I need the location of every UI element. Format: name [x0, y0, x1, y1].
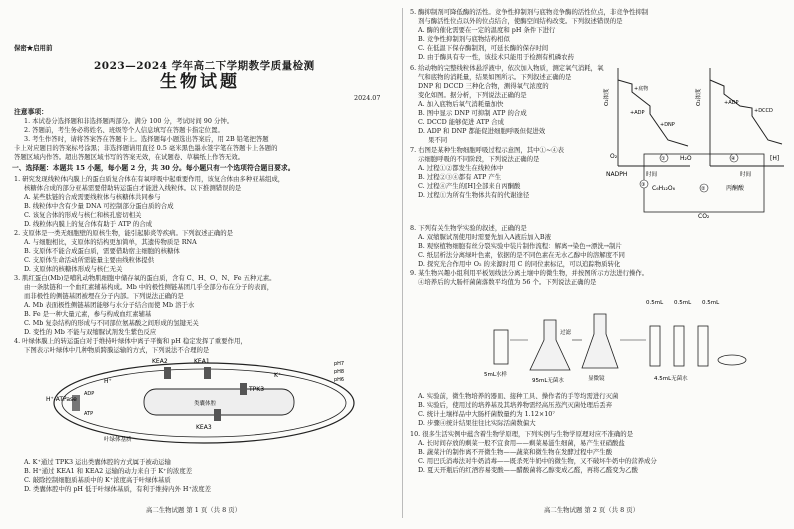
chloroplast-transport-figure: [44, 355, 364, 451]
cycle-step-2: ②: [701, 186, 706, 192]
option-line: D. 支原体的核糖体形成与核仁无关: [24, 265, 123, 273]
graph-x-label: 时间: [740, 172, 752, 178]
graph-y-label: O₂浓度: [604, 88, 610, 106]
option-line: D. 探究光合作用中 O₂ 的来源时用 C 的同位素标记，可以追踪物质转化: [418, 260, 621, 268]
page-right: [404, 0, 794, 529]
option-line: A. 酶的催化需要在一定的温度和 pH 条件下进行: [418, 26, 556, 34]
graph-x-label: 时间: [646, 172, 658, 178]
label-tpk3: TPK3: [249, 386, 265, 393]
option-line: B. H⁺通过 KEA1 和 KEA2 运输的动力来自于 K⁺的浓度差: [24, 467, 193, 475]
footer-left: 高二生物试题 第 1 页（共 8 页）: [146, 506, 241, 514]
cycle-nadph: NADPH: [606, 171, 628, 178]
exam-title: 2023—2024 学年高二下学期教学质量检测: [94, 60, 315, 72]
cycle-pyruvate: 丙酮酸: [726, 185, 745, 192]
question-line: 3. 肌红蛋白(Mb)是哺乳动物肌细胞中储存氧的蛋白质，含有 C、H、O、N、Fe 五种元素。: [14, 274, 276, 282]
cycle-h2o: H₂O: [680, 155, 692, 162]
label-k-ion: K⁺: [274, 372, 282, 379]
option-line: A. 过程①②都发生在线粒体中: [418, 164, 504, 172]
option-line: D. 类囊体腔中的 pH 低于叶绿体基质，有利于维持内外 H⁺浓度差: [24, 485, 212, 493]
option-line: C. Mb 复杂结构的形成与不同部位氨基酸之间形成的氢键无关: [24, 319, 199, 327]
exam-date: 2024.07: [354, 94, 381, 102]
page-divider: [402, 8, 403, 518]
question-line: 下图表示叶绿体中几种物质跨膜运输的方式，下列说法不合理的是: [24, 346, 210, 354]
label-lumen: 类囊体腔: [194, 401, 217, 407]
label-ph6: pH6: [334, 377, 345, 383]
notice-title: 注意事项：: [14, 108, 48, 116]
cycle-glucose: C₆H₁₂O₆: [652, 185, 676, 192]
question-line: DNP 和 DCCD 三种化合物，测得氧气浓度的: [418, 82, 549, 90]
option-line: B. 实验后，使用过的培养基及其培养物需经高压蒸汽灭菌处理后丢弃: [418, 401, 613, 409]
notice-item: 答题区域内作答。超出答题区域书写的答案无效，在试题卷、草稿纸上作答无效。: [14, 153, 245, 161]
marker-dccd: +DCCD: [754, 108, 773, 114]
option-line: D. 步骤④统计结果往往比实际活菌数偏大: [418, 419, 536, 427]
question-line: 2. 支原体是一类无细胞壁的原核生物，能引起肺炎等疾病。下列叙述正确的是: [14, 229, 234, 237]
option-line: B. 图中显示 DNP 可抑制 ATP 的合成: [418, 109, 527, 117]
option-line: C. 过程④产生的[H]全部来自丙酮酸: [418, 182, 521, 190]
label-kea2: KEA2: [152, 358, 168, 365]
option-line: C. 支原体生命活动所需能量主要由线粒体提供: [24, 256, 155, 264]
option-line: A. 某些肽链的合成需要线粒体与核糖体共同参与: [24, 193, 161, 201]
option-line: B. 竞争性抑制剂与底物结构相似: [418, 35, 510, 43]
question-line: 8. 下列有关生物学实验的叙述，正确的是: [410, 224, 527, 232]
footer-right: 高二生物试题 第 2 页（共 8 页）: [544, 506, 639, 514]
notice-item: 2. 答题前，考生务必将姓名、班级等个人信息填写在答题卡指定位置。: [24, 126, 224, 134]
option-line: A. 加入底物后氧气消耗量加快: [418, 100, 504, 108]
question-line: 由一条肽链和一个血红素辅基构成。Mb 中的极性侧链基团几乎全部分布在分子的表面，: [24, 283, 274, 291]
marker-dnp: +DNP: [660, 122, 675, 128]
option-line: B. 蔬菜汁的制作离不开微生物——蔬菜和微生物在发酵过程中产生酸: [418, 448, 613, 456]
graph-y-label: O₂浓度: [696, 88, 702, 106]
question-line: 4. 叶绿体膜上的转运蛋白对于维持叶绿体中离子平衡和 pH 稳定发挥了重要作用，: [14, 337, 247, 345]
question-line: ④培养后的大肠杆菌菌落数平均值为 56 个。下列说法正确的是: [418, 278, 597, 286]
question-line: 5. 酶抑制剂可降低酶的活性。竞争性抑制剂与底物竞争酶的活性位点，非竞争性抑制: [410, 8, 649, 16]
option-line: A. K⁺通过 TPK3 运出类囊体腔的方式属于被动运输: [24, 458, 171, 466]
label-kea1: KEA1: [194, 358, 210, 365]
option-line: B. 观察植物细胞有丝分裂实验中装片制作流程：解离→染色→漂洗→制片: [418, 242, 622, 250]
dilution-sterile-water: 95mL无菌水: [532, 378, 564, 384]
question-line: 6. 给动物的完整线粒体悬浮液中，依次加入物质，测定氧气消耗，氧: [410, 64, 604, 72]
option-line: A. 与细胞相比，支原体的结构更加简单，其遗传物质是 RNA: [24, 238, 197, 246]
option-line: C. 该复合体的形成与核仁和核孔密切相关: [24, 211, 142, 219]
option-line: B. 线粒体中含有少量 DNA 可控制部分蛋白质的合成: [24, 202, 174, 210]
dilution-microscope: 显微镜: [588, 376, 605, 382]
option-line: C. 敲除控制细胞质基质中的 K⁺浓度高于叶绿体基质: [24, 476, 171, 484]
question-line: 而非极性的侧链基团被埋在分子内部。下列说法正确的是: [24, 292, 184, 300]
dilution-transfer-3: 0.5mL: [702, 300, 720, 306]
section-title: 一、选择题：本题共 15 小题，每小题 2 分，共 30 分。每小题只有一个选项符合题目要求。: [12, 164, 295, 172]
option-line: D. 变性的 Mb 不能与双缩脲试剂发生紫色反应: [24, 328, 157, 336]
option-line: D. 夏天开瓶后的红酒容易变酸——醋酸菌将乙醇变成乙醛，再将乙醛变为乙酸: [418, 466, 638, 474]
dilution-tube-water: 4.5mL无菌水: [654, 376, 688, 382]
option-line: D. 过程①为所有生物体共有的代谢途径: [418, 191, 530, 199]
option-line: 果不同: [428, 136, 448, 144]
question-line: 气和底物的消耗量，结果如图所示。下列叙述正确的是: [418, 73, 572, 81]
question-line: 9. 某生物兴趣小组利用平板划线法分离土壤中的微生物，并按图所示方法进行操作。: [410, 269, 649, 277]
question-line: 示细胞呼吸的不同阶段，下列说法正确的是: [418, 155, 540, 163]
option-line: D. 由于酶具有专一性，该技术只能用于检测有机磷农药: [418, 53, 574, 61]
dilution-transfer-2: 0.5mL: [674, 300, 692, 306]
question-line: 剂与酶活性位点以外的位点结合，使酶空间结构改变。下列叙述错误的是: [418, 17, 623, 25]
cycle-h: [H]: [770, 155, 780, 162]
question-line: 7. 右图是某种生物细胞呼吸过程示意图，其中①~④表: [410, 146, 565, 154]
option-line: B. 过程②③④都有 ATP 产生: [418, 173, 502, 181]
dilution-transfer-1: 0.5mL: [646, 300, 664, 306]
option-line: C. 在低温下保存酶制剂，可延长酶的保存时间: [418, 44, 549, 52]
option-line: A. 实验前，微生物培养的器皿、接种工具、操作者的手等均需进行灭菌: [418, 392, 619, 400]
cycle-step-1: ①: [661, 156, 666, 162]
option-line: D. ADP 和 DNP 都能促进细胞呼吸但促进效: [418, 127, 546, 135]
marker-substrate: +底物: [634, 86, 649, 92]
cycle-step-4: ④: [731, 156, 736, 162]
option-line: C. 统计土壤样品中大肠杆菌数量约为 1.12×10⁷: [418, 410, 555, 418]
dilution-water-sample: 5mL水样: [484, 372, 507, 378]
option-line: A. 双缩脲试剂使用时需要先加入A液后加入B液: [418, 233, 552, 241]
notice-item: 1. 本试卷分选择题和非选择题两部分。满分 100 分，考试时间 90 分钟。: [24, 117, 234, 125]
option-line: C. 纸层析法分离绿叶色素，依据的是不同色素在无水乙醇中的溶解度不同: [418, 251, 625, 259]
cycle-o2: O₂: [610, 153, 618, 160]
metabolism-cycle-figure: [604, 148, 790, 220]
label-adp: ADP: [84, 391, 95, 397]
label-atp: ATP: [84, 411, 94, 417]
notice-item: 3. 考生作答时，请将答案答在答题卡上。选择题每小题选出答案后，用 2B 铅笔把答题: [24, 135, 269, 143]
option-line: C. DCCD 能够促进 ATP 合成: [418, 118, 505, 126]
option-line: B. 支原体不能合成蛋白质，需要借助宿主细胞的核糖体: [24, 247, 180, 255]
question-line: 1. 研究发现线粒体内膜上的蛋白质复合体在有氧呼吸中起重要作用，该复合体由多种亚基组成，: [14, 175, 285, 183]
marker-adp: +ADP: [630, 110, 645, 116]
cycle-step-3: ③: [641, 182, 646, 188]
label-h-atpase: H⁺-ATPase: [46, 396, 77, 403]
label-h-ion: H⁺: [104, 378, 112, 385]
label-kea3: KEA3: [196, 424, 212, 431]
label-ph8: pH8: [334, 369, 345, 375]
option-line: B. Fe 是一种大量元素，参与构成血红素辅基: [24, 310, 152, 318]
label-ph7: pH7: [334, 361, 345, 367]
cycle-co2: CO₂: [698, 213, 710, 220]
subject-title: 生物试题: [160, 72, 240, 92]
label-stroma: 叶绿体基质: [104, 437, 132, 443]
question-line: 变化如图。据分析，下列说法正确的是: [418, 91, 527, 99]
option-line: A. Mb 表面极性侧链基团能够与水分子结合而使 Mb 溶于水: [24, 301, 195, 309]
option-line: A. 长时间存放的剩菜一般不宜食用——剩菜易滋生细菌，易产生亚硝酸盐: [418, 439, 625, 447]
question-line: 核糖体合成的部分亚基需要借助转运蛋白才能进入线粒体。以下推测错误的是: [24, 184, 242, 192]
option-line: C. 用巴氏消毒法对牛奶消毒——既杀死牛奶中的微生物，又不破坏牛奶中的营养成分: [418, 457, 657, 465]
notice-item: 卡上对应题目的答案标号涂黑；非选择题请用直径 0.5 毫米黑色墨水签字笔在答题卡上各题的: [14, 144, 278, 152]
dilution-filter: 过滤: [560, 330, 572, 336]
serial-dilution-figure: [474, 290, 764, 386]
question-line: 10. 很多生活实例中蕴含着生物学原理，下列实例与生物学原理对应不准确的是: [410, 430, 634, 438]
marker-adp: +ADP: [724, 100, 739, 106]
option-line: D. 线粒体内膜上的复合体有助于 ATP 的合成: [24, 220, 153, 228]
secret-label: 保密★启用前: [14, 44, 53, 52]
